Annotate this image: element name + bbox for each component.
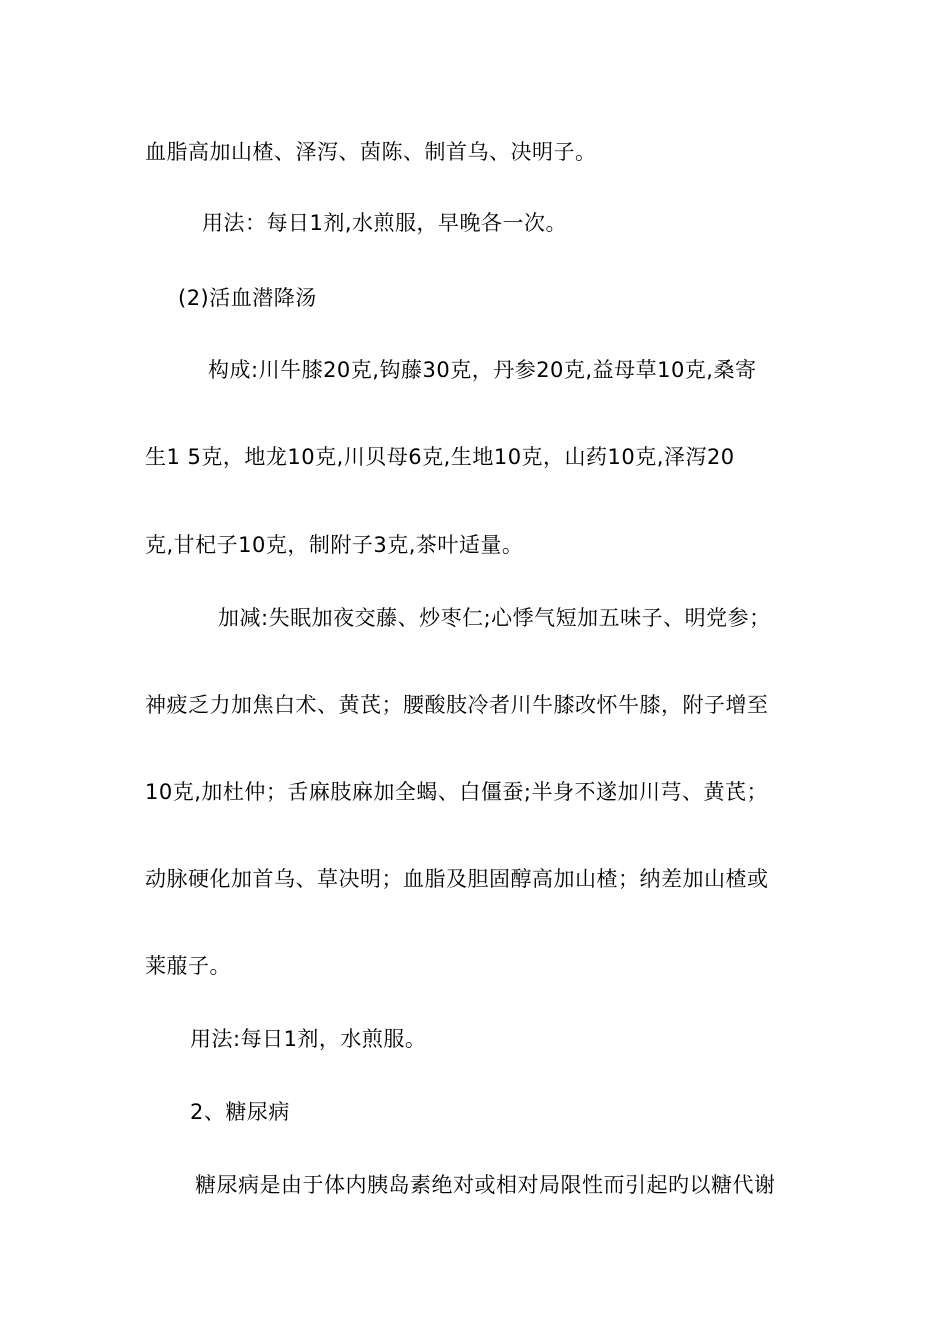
section-heading: (2)活血潜降汤 (178, 286, 317, 310)
section-heading: 2、糖尿病 (190, 1100, 290, 1124)
text-line: 血脂高加山楂、泽泻、茵陈、制首乌、决明子。 (145, 140, 597, 164)
text-line: 用法：每日1剂,水煎服，早晚各一次。 (202, 211, 568, 235)
text-line: 生1 5克，地龙10克,川贝母6克,生地10克，山药10克,泽泻20 (145, 445, 735, 469)
text-line: 莱菔子。 (145, 954, 231, 978)
text-line: 克,甘杞子10克，制附子3克,茶叶适量。 (145, 533, 524, 557)
text-line: 动脉硬化加首乌、草决明；血脂及胆固醇高加山楂；纳差加山楂或 (145, 867, 769, 891)
text-line: 神疲乏力加焦白术、黄芪；腰酸肢冷者川牛膝改怀牛膝，附子增至 (145, 693, 769, 717)
text-line: 10克,加杜仲；舌麻肢麻加全蝎、白僵蚕;半身不遂加川芎、黄芪； (145, 780, 768, 804)
text-line: 用法:每日1剂，水煎服。 (190, 1027, 427, 1051)
text-line: 糖尿病是由于体内胰岛素绝对或相对局限性而引起旳以糖代谢 (195, 1173, 776, 1197)
text-line: 构成:川牛膝20克,钩藤30克，丹参20克,益母草10克,桑寄 (208, 358, 757, 382)
text-line: 加减:失眠加夜交藤、炒枣仁;心悸气短加五味子、明党参； (218, 606, 771, 630)
